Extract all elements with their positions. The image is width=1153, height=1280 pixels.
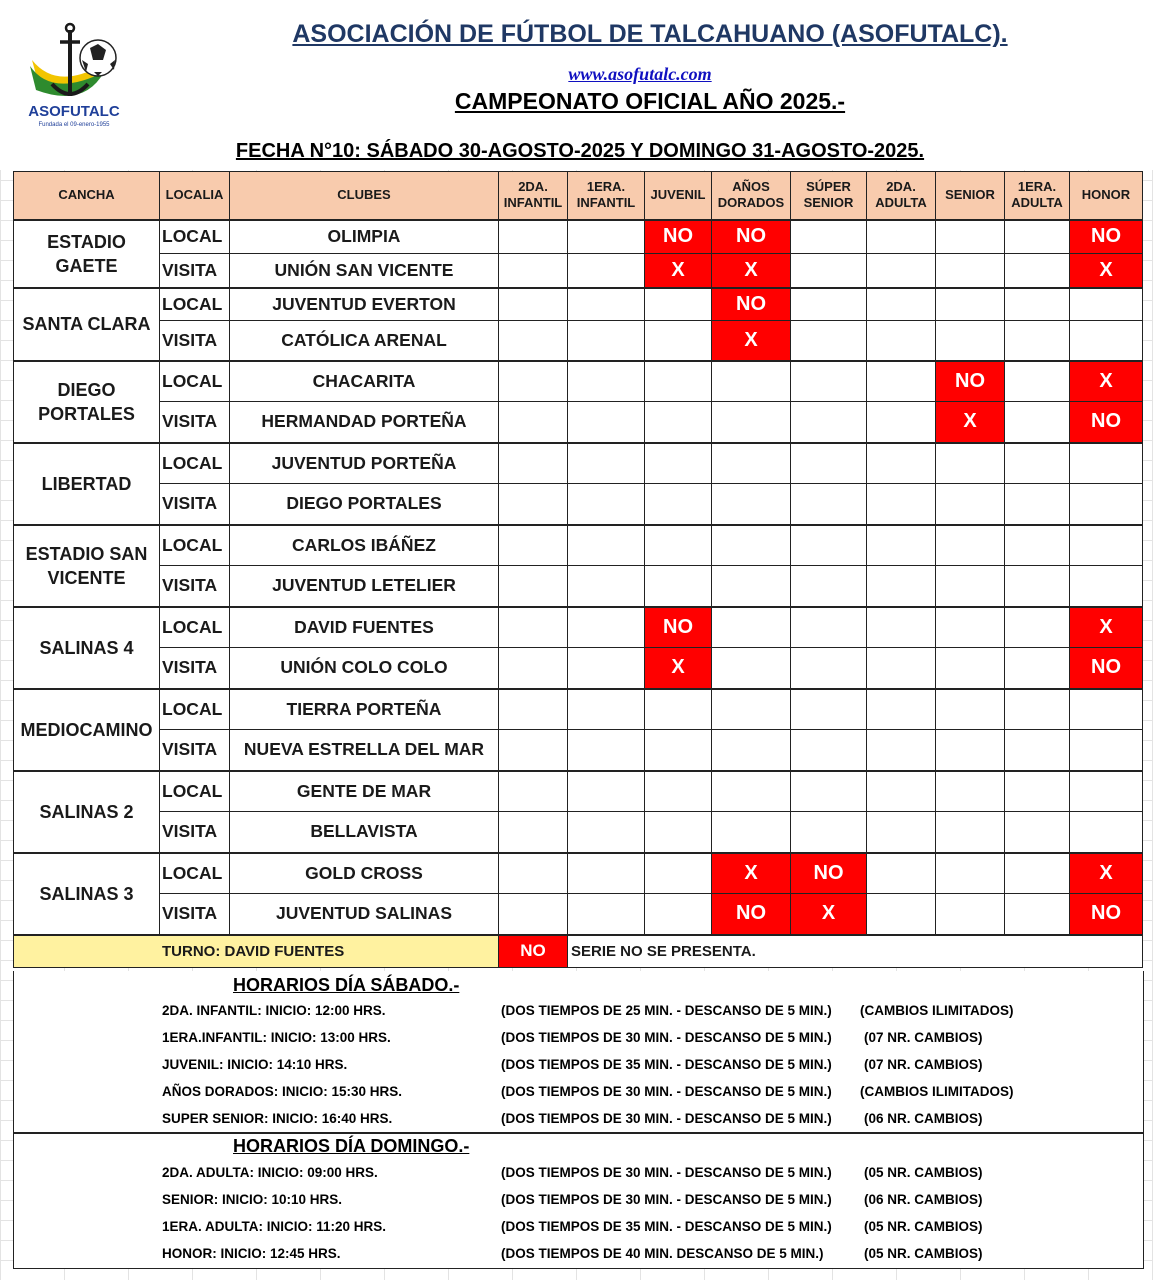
association-title: ASOCIACIÓN DE FÚTBOL DE TALCAHUANO (ASOFUTALC). — [292, 20, 1008, 48]
column-header: 2DA. INFANTIL — [499, 172, 568, 220]
match-row-visita — [14, 894, 1143, 935]
schedule-serie: 1ERA. ADULTA: INICIO: 11:20 HRS. — [162, 1219, 387, 1234]
x-mark: X — [1070, 853, 1143, 894]
table-header-row — [14, 172, 1143, 220]
empty-cell — [499, 402, 568, 443]
empty-cell — [499, 812, 568, 853]
empty-cell — [791, 525, 867, 566]
localia-label: VISITA — [160, 730, 230, 771]
schedule-cambios: (06 NR. CAMBIOS) — [864, 1111, 983, 1126]
empty-cell — [791, 220, 867, 254]
empty-cell — [712, 771, 791, 812]
empty-cell — [645, 771, 712, 812]
club-name: JUVENTUD PORTEÑA — [230, 443, 499, 484]
empty-cell — [645, 812, 712, 853]
match-row-visita — [14, 566, 1143, 607]
empty-cell — [867, 402, 936, 443]
empty-cell — [1005, 648, 1070, 689]
empty-cell — [499, 566, 568, 607]
column-header: SÚPER SENIOR — [791, 172, 867, 220]
schedule-tiempos: (DOS TIEMPOS DE 30 MIN. - DESCANSO DE 5 MIN.) — [501, 1084, 832, 1099]
empty-cell — [1070, 730, 1143, 771]
empty-cell — [712, 361, 791, 402]
match-row-visita — [14, 402, 1143, 443]
empty-cell — [645, 402, 712, 443]
empty-cell — [936, 689, 1005, 730]
empty-cell — [1005, 402, 1070, 443]
club-name: CATÓLICA ARENAL — [230, 321, 499, 361]
match-row-local — [14, 771, 1143, 812]
schedule-tiempos: (DOS TIEMPOS DE 30 MIN. - DESCANSO DE 5 MIN.) — [501, 1030, 832, 1045]
empty-cell — [568, 525, 645, 566]
legend-no-mark: NO — [499, 935, 568, 968]
empty-cell — [1070, 321, 1143, 361]
schedule-cambios: (05 NR. CAMBIOS) — [864, 1246, 983, 1261]
match-row-visita — [14, 321, 1143, 361]
match-row-visita — [14, 812, 1143, 853]
empty-cell — [568, 402, 645, 443]
empty-cell — [1005, 771, 1070, 812]
column-header: CLUBES — [230, 172, 499, 220]
empty-cell — [1070, 484, 1143, 525]
sunday-schedule — [13, 1134, 1144, 1269]
empty-cell — [712, 607, 791, 648]
no-show-mark: NO — [645, 220, 712, 254]
x-mark: X — [645, 254, 712, 288]
empty-cell — [568, 689, 645, 730]
x-mark: X — [1070, 254, 1143, 288]
empty-cell — [936, 443, 1005, 484]
column-header: LOCALIA — [160, 172, 230, 220]
empty-cell — [1070, 566, 1143, 607]
localia-label: LOCAL — [160, 525, 230, 566]
empty-cell — [712, 566, 791, 607]
empty-cell — [936, 525, 1005, 566]
schedule-serie: SUPER SENIOR: INICIO: 16:40 HRS. — [162, 1111, 393, 1126]
schedule-row — [14, 1186, 1143, 1213]
empty-cell — [936, 853, 1005, 894]
schedule-row — [14, 997, 1143, 1024]
empty-cell — [936, 288, 1005, 321]
match-row-local — [14, 361, 1143, 402]
schedule-row — [14, 1024, 1143, 1051]
localia-label: LOCAL — [160, 607, 230, 648]
empty-cell — [1005, 689, 1070, 730]
x-mark: X — [1070, 361, 1143, 402]
empty-cell — [791, 689, 867, 730]
empty-cell — [645, 853, 712, 894]
column-header: 1ERA. ADULTA — [1005, 172, 1070, 220]
club-name: GENTE DE MAR — [230, 771, 499, 812]
match-row-local — [14, 607, 1143, 648]
schedule-serie: 1ERA.INFANTIL: INICIO: 13:00 HRS. — [162, 1030, 391, 1045]
schedule-row — [14, 1078, 1143, 1105]
schedule-tiempos: (DOS TIEMPOS DE 25 MIN. - DESCANSO DE 5 MIN.) — [501, 1003, 832, 1018]
empty-cell — [1005, 443, 1070, 484]
x-mark: X — [936, 402, 1005, 443]
empty-cell — [867, 288, 936, 321]
empty-cell — [936, 771, 1005, 812]
localia-label: VISITA — [160, 402, 230, 443]
empty-cell — [712, 730, 791, 771]
empty-cell — [568, 894, 645, 935]
empty-cell — [499, 894, 568, 935]
localia-label: VISITA — [160, 321, 230, 361]
schedule-tiempos: (DOS TIEMPOS DE 35 MIN. - DESCANSO DE 5 MIN.) — [501, 1057, 832, 1072]
column-header: JUVENIL — [645, 172, 712, 220]
no-show-mark: NO — [791, 853, 867, 894]
match-row-local — [14, 689, 1143, 730]
empty-cell — [867, 361, 936, 402]
column-header: AÑOS DORADOS — [712, 172, 791, 220]
asofutalc-logo — [26, 20, 126, 130]
empty-cell — [1005, 288, 1070, 321]
club-name: CARLOS IBÁÑEZ — [230, 525, 499, 566]
empty-cell — [499, 689, 568, 730]
empty-cell — [499, 607, 568, 648]
schedule-serie: AÑOS DORADOS: INICIO: 15:30 HRS. — [162, 1084, 403, 1099]
schedule-tiempos: (DOS TIEMPOS DE 35 MIN. - DESCANSO DE 5 MIN.) — [501, 1219, 832, 1234]
schedule-tiempos: (DOS TIEMPOS DE 30 MIN. - DESCANSO DE 5 MIN.) — [501, 1192, 832, 1207]
schedule-cambios: (06 NR. CAMBIOS) — [864, 1192, 983, 1207]
match-row-visita — [14, 484, 1143, 525]
empty-cell — [936, 220, 1005, 254]
empty-cell — [1005, 812, 1070, 853]
club-name: CHACARITA — [230, 361, 499, 402]
schedule-tiempos: (DOS TIEMPOS DE 30 MIN. - DESCANSO DE 5 MIN.) — [501, 1111, 832, 1126]
schedule-cambios: (07 NR. CAMBIOS) — [864, 1057, 983, 1072]
empty-cell — [867, 853, 936, 894]
empty-cell — [568, 607, 645, 648]
club-name: JUVENTUD LETELIER — [230, 566, 499, 607]
empty-cell — [645, 321, 712, 361]
empty-cell — [499, 853, 568, 894]
saturday-schedule — [13, 971, 1144, 1134]
schedule-cambios: (07 NR. CAMBIOS) — [864, 1030, 983, 1045]
empty-cell — [1005, 220, 1070, 254]
empty-cell — [1005, 321, 1070, 361]
empty-cell — [499, 220, 568, 254]
no-show-mark: NO — [712, 288, 791, 321]
empty-cell — [712, 812, 791, 853]
empty-cell — [867, 443, 936, 484]
column-header: 2DA. ADULTA — [867, 172, 936, 220]
localia-label: LOCAL — [160, 220, 230, 254]
empty-cell — [568, 220, 645, 254]
empty-cell — [1070, 771, 1143, 812]
no-show-mark: NO — [1070, 894, 1143, 935]
no-show-mark: NO — [1070, 648, 1143, 689]
empty-cell — [645, 443, 712, 484]
empty-cell — [867, 894, 936, 935]
no-show-mark: NO — [1070, 220, 1143, 254]
empty-cell — [1005, 853, 1070, 894]
empty-cell — [645, 894, 712, 935]
localia-label: VISITA — [160, 566, 230, 607]
empty-cell — [499, 361, 568, 402]
empty-cell — [791, 771, 867, 812]
empty-cell — [499, 525, 568, 566]
schedule-tiempos: (DOS TIEMPOS DE 40 MIN. DESCANSO DE 5 MIN.) — [501, 1246, 824, 1261]
empty-cell — [791, 730, 867, 771]
empty-cell — [712, 484, 791, 525]
x-mark: X — [645, 648, 712, 689]
empty-cell — [645, 525, 712, 566]
schedule-cambios: (CAMBIOS ILIMITADOS) — [860, 1084, 1014, 1099]
empty-cell — [936, 484, 1005, 525]
match-row-local — [14, 853, 1143, 894]
match-row-local — [14, 443, 1143, 484]
turno-label: TURNO: DAVID FUENTES — [14, 935, 499, 968]
empty-cell — [936, 321, 1005, 361]
column-header: CANCHA — [14, 172, 160, 220]
match-row-visita — [14, 254, 1143, 288]
localia-label: VISITA — [160, 648, 230, 689]
empty-cell — [568, 771, 645, 812]
turno-row — [14, 935, 1143, 968]
empty-cell — [791, 321, 867, 361]
localia-label: LOCAL — [160, 689, 230, 730]
column-header: 1ERA. INFANTIL — [568, 172, 645, 220]
club-name: HERMANDAD PORTEÑA — [230, 402, 499, 443]
sunday-schedule-title: HORARIOS DÍA DOMINGO.- — [233, 1136, 470, 1156]
schedule-row — [14, 1240, 1143, 1267]
empty-cell — [791, 254, 867, 288]
empty-cell — [867, 812, 936, 853]
x-mark: X — [712, 321, 791, 361]
schedule-row — [14, 1213, 1143, 1240]
empty-cell — [1005, 566, 1070, 607]
empty-cell — [568, 566, 645, 607]
empty-cell — [791, 361, 867, 402]
empty-cell — [568, 361, 645, 402]
club-name: OLIMPIA — [230, 220, 499, 254]
empty-cell — [1005, 484, 1070, 525]
cancha-name: DIEGO PORTALES — [14, 361, 160, 443]
legend-description: SERIE NO SE PRESENTA. — [568, 935, 1143, 968]
schedule-row — [14, 1051, 1143, 1078]
empty-cell — [867, 689, 936, 730]
empty-cell — [867, 254, 936, 288]
logo-founded-text: Fundada el 09-enero-1955 — [38, 122, 110, 128]
empty-cell — [867, 484, 936, 525]
cancha-name: LIBERTAD — [14, 443, 160, 525]
empty-cell — [867, 321, 936, 361]
empty-cell — [1005, 607, 1070, 648]
empty-cell — [568, 648, 645, 689]
column-header: SENIOR — [936, 172, 1005, 220]
localia-label: LOCAL — [160, 443, 230, 484]
empty-cell — [645, 484, 712, 525]
empty-cell — [1005, 361, 1070, 402]
empty-cell — [1005, 894, 1070, 935]
empty-cell — [568, 288, 645, 321]
empty-cell — [867, 525, 936, 566]
cancha-name: SALINAS 3 — [14, 853, 160, 935]
empty-cell — [645, 566, 712, 607]
empty-cell — [791, 812, 867, 853]
club-name: DAVID FUENTES — [230, 607, 499, 648]
match-row-visita — [14, 730, 1143, 771]
empty-cell — [936, 607, 1005, 648]
empty-cell — [645, 361, 712, 402]
empty-cell — [791, 443, 867, 484]
localia-label: LOCAL — [160, 361, 230, 402]
cancha-name: MEDIOCAMINO — [14, 689, 160, 771]
club-name: BELLAVISTA — [230, 812, 499, 853]
schedule-serie: JUVENIL: INICIO: 14:10 HRS. — [162, 1057, 348, 1072]
club-name: NUEVA ESTRELLA DEL MAR — [230, 730, 499, 771]
cancha-name: SALINAS 4 — [14, 607, 160, 689]
empty-cell — [499, 443, 568, 484]
empty-cell — [1070, 525, 1143, 566]
empty-cell — [867, 607, 936, 648]
column-header: HONOR — [1070, 172, 1143, 220]
empty-cell — [867, 648, 936, 689]
empty-cell — [791, 484, 867, 525]
empty-cell — [867, 220, 936, 254]
empty-cell — [791, 288, 867, 321]
empty-cell — [712, 402, 791, 443]
document-header — [0, 0, 1153, 170]
empty-cell — [499, 648, 568, 689]
empty-cell — [499, 484, 568, 525]
empty-cell — [1070, 288, 1143, 321]
match-row-local — [14, 288, 1143, 321]
cancha-name: ESTADIO GAETE — [14, 220, 160, 288]
x-mark: X — [712, 853, 791, 894]
cancha-name: SALINAS 2 — [14, 771, 160, 853]
matchday-title: FECHA N°10: SÁBADO 30-AGOSTO-2025 Y DOMINGO 31-AGOSTO-2025. — [235, 140, 925, 162]
empty-cell — [1070, 443, 1143, 484]
empty-cell — [712, 648, 791, 689]
fixture-table — [13, 171, 1143, 968]
empty-cell — [568, 484, 645, 525]
empty-cell — [1005, 730, 1070, 771]
match-row-visita — [14, 648, 1143, 689]
empty-cell — [936, 648, 1005, 689]
empty-cell — [645, 288, 712, 321]
empty-cell — [791, 607, 867, 648]
empty-cell — [568, 730, 645, 771]
empty-cell — [568, 853, 645, 894]
schedule-row — [14, 1159, 1143, 1186]
championship-title: CAMPEONATO OFICIAL AÑO 2025.- — [454, 88, 846, 114]
club-name: JUVENTUD SALINAS — [230, 894, 499, 935]
empty-cell — [712, 689, 791, 730]
no-show-mark: NO — [645, 607, 712, 648]
empty-cell — [936, 894, 1005, 935]
empty-cell — [568, 254, 645, 288]
localia-label: VISITA — [160, 812, 230, 853]
empty-cell — [499, 288, 568, 321]
empty-cell — [712, 443, 791, 484]
empty-cell — [936, 566, 1005, 607]
empty-cell — [867, 730, 936, 771]
saturday-schedule-title: HORARIOS DÍA SÁBADO.- — [233, 975, 460, 995]
schedule-tiempos: (DOS TIEMPOS DE 30 MIN. - DESCANSO DE 5 MIN.) — [501, 1165, 832, 1180]
empty-cell — [568, 812, 645, 853]
empty-cell — [499, 321, 568, 361]
localia-label: VISITA — [160, 254, 230, 288]
club-name: GOLD CROSS — [230, 853, 499, 894]
empty-cell — [1070, 689, 1143, 730]
club-name: UNIÓN COLO COLO — [230, 648, 499, 689]
empty-cell — [499, 771, 568, 812]
cancha-name: SANTA CLARA — [14, 288, 160, 361]
empty-cell — [791, 402, 867, 443]
club-name: DIEGO PORTALES — [230, 484, 499, 525]
schedule-cambios: (CAMBIOS ILIMITADOS) — [860, 1003, 1014, 1018]
empty-cell — [791, 648, 867, 689]
empty-cell — [867, 566, 936, 607]
website-link[interactable]: www.asofutalc.com — [568, 64, 712, 84]
empty-cell — [1005, 254, 1070, 288]
match-row-local — [14, 220, 1143, 254]
localia-label: VISITA — [160, 894, 230, 935]
club-name: UNIÓN SAN VICENTE — [230, 254, 499, 288]
localia-label: LOCAL — [160, 853, 230, 894]
schedule-serie: 2DA. ADULTA: INICIO: 09:00 HRS. — [162, 1165, 378, 1180]
empty-cell — [936, 730, 1005, 771]
empty-cell — [936, 254, 1005, 288]
empty-cell — [645, 730, 712, 771]
club-name: TIERRA PORTEÑA — [230, 689, 499, 730]
no-show-mark: NO — [712, 894, 791, 935]
localia-label: VISITA — [160, 484, 230, 525]
schedule-serie: SENIOR: INICIO: 10:10 HRS. — [162, 1192, 343, 1207]
empty-cell — [568, 321, 645, 361]
cancha-name: ESTADIO SAN VICENTE — [14, 525, 160, 607]
empty-cell — [645, 689, 712, 730]
no-show-mark: NO — [712, 220, 791, 254]
match-row-local — [14, 525, 1143, 566]
localia-label: LOCAL — [160, 288, 230, 321]
no-show-mark: NO — [1070, 402, 1143, 443]
empty-cell — [936, 812, 1005, 853]
schedule-row — [14, 1105, 1143, 1132]
empty-cell — [712, 525, 791, 566]
x-mark: X — [1070, 607, 1143, 648]
empty-cell — [791, 566, 867, 607]
schedule-serie: HONOR: INICIO: 12:45 HRS. — [162, 1246, 341, 1261]
schedule-cambios: (05 NR. CAMBIOS) — [864, 1165, 983, 1180]
club-name: JUVENTUD EVERTON — [230, 288, 499, 321]
empty-cell — [867, 771, 936, 812]
empty-cell — [499, 730, 568, 771]
empty-cell — [568, 443, 645, 484]
localia-label: LOCAL — [160, 771, 230, 812]
empty-cell — [1070, 812, 1143, 853]
x-mark: X — [712, 254, 791, 288]
logo-wordmark: ASOFUTALC — [28, 103, 120, 120]
schedule-serie: 2DA. INFANTIL: INICIO: 12:00 HRS. — [162, 1003, 386, 1018]
schedule-cambios: (05 NR. CAMBIOS) — [864, 1219, 983, 1234]
empty-cell — [499, 254, 568, 288]
empty-cell — [1005, 525, 1070, 566]
no-show-mark: NO — [936, 361, 1005, 402]
x-mark: X — [791, 894, 867, 935]
